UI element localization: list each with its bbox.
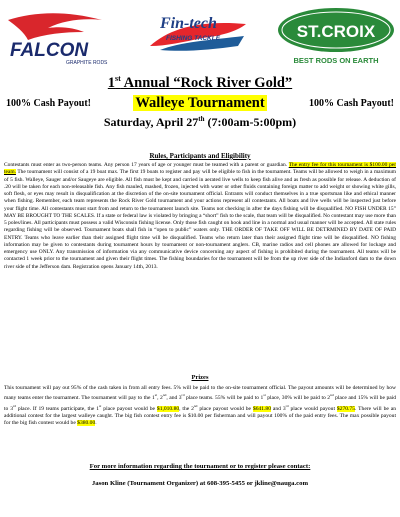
prizes-sup-5: nd [330,393,334,398]
big-fish-payout: $380.00 [77,420,96,427]
title-main: Annual “Rock River Gold” [120,74,293,91]
prizes-text-9: , the 2 [179,405,194,412]
cash-payout-left: 100% Cash Payout! [6,98,92,109]
title-ordinal-suffix: st [115,74,121,83]
prizes-text-7: place. If 19 teams participate, the 1 [15,405,100,412]
prizes-sup-6: rd [13,403,16,408]
tournament-title [0,74,400,92]
date-suffix: th [198,115,205,123]
prizes-text-11: and 3 [270,405,286,412]
fintech-logo-tagline: FISHING TACKLE [166,35,221,42]
falcon-logo [4,6,134,66]
event-date [0,115,400,130]
stcroix-logo [276,6,398,68]
falcon-logo-tagline: GRAPHITE RODS [66,60,108,66]
rules-body: The tournament will consist of a 19 boat max. The first 19 boats to register and pay will be eligible to fish in the tournament. Teams will be allowed to weigh in a maximum of 5 fish. Walleye, Sauger and/or Saugeye are eligible. All fish must be kept and carried in aerated live wells to keep fish alive and as fresh as possible for release. A deduction of .20 will be taken for each non-releasable fish. Any fish mauled, mashed, frozen, injected with water or other fluids containing foreign matter to add weight or showing white gills, soft flesh, or eyes may result in disqualification at the discretion of the on-site tournament official. Entrants will conduct themselves in a true sportsman like and ethical manner when fishing. Remember, each team represents the Rock River Gold tournament and your actions represent all contestants. All boats and live wells will be inspected just before your flight time. All contestants must start from and return to the tournament launch site. Teams not checking in after the days fishing will be disqualified. NO FISH UNDER 15” MAY BE BROUGHT TO THE SCALES. If a state or federal law is violated by bringing a “short” fish to the scale, that team will be disqualified. No contestant may use more than 5 poles/lines. All participants must possess a valid Wisconsin fishing license. Only those fish caught on hook and line in a normal and usual manner will be accepted. All state rules regarding fishing will be observed. Tournament boats shall fish in “open to public” waters only. THE ORDER OF TAKE OFF WILL BE DETRMINED BY DATE OF PAID ENTRY. Teams who leave earlier than their assigned flight time will be disqualified. Teams who return later than their assigned flight time will be disqualified. NO fishing information may be given to contestants during tournament hours by tournament or non-tournament anglers. CB, marine radios and cell phones are allowed for lockage and emergency use ONLY. Any transmission of information via any communicative device concerning any aspect of fishing is prohibited during the tournament. All teams will be contacted 1 week prior to the tournament and given their flight times. The fishing boundaries for the tournament will be from the up river side of the Indianford dam to the down river side of the Jefferson dam. Registration opens January 14th, 2013. [4,169,396,270]
prizes-text-8: place payout would be [101,405,157,412]
prizes-text-2: , 2 [157,395,163,402]
rules-paragraph [4,162,396,271]
prizes-sup-7: st [99,403,102,408]
prizes-text-12: place would payout [288,405,337,412]
prizes-heading: Prizes [191,374,209,381]
prizes-text-1: This tournament will pay out 95% of the cash taken in from all entry fees. 5% will be paid to the on-site tournament official. The payout amounts will be determined by how many teams enter the tournament. The tournament will pay to the 1 [4,385,396,402]
prizes-text-4: place teams. 55% will be paid to 1 [184,395,264,402]
prizes-sup-2: nd [162,393,167,398]
prizes-sup-4: st [263,393,266,398]
sponsor-logos [0,4,400,72]
prizes-text-3: , and 3 [166,395,182,402]
second-place-payout: $641.80 [252,405,271,412]
date-prefix: Saturday, April 27 [103,115,199,129]
fintech-logo [140,6,258,68]
prizes-sup-3: rd [181,393,185,398]
prizes-text-14: . [95,420,97,427]
walleye-title-text: Walleye Tournament [135,95,265,111]
prizes-text-6: place and 15% will be paid to 3 [4,395,396,412]
falcon-logo-name: FALCON [10,40,89,61]
date-rest: (7:00am-5:00pm) [204,115,297,129]
prizes-sup-9: nd [193,403,198,408]
title-ordinal: 1 [107,74,116,91]
third-place-payout: $270.75 [336,405,355,412]
more-info-line: For more information regarding the tournament or to register please contact: [89,463,311,470]
prizes-text-5: place, 30% will be paid to 2 [265,395,331,402]
contact-line: Jason Kline (Tournament Organizer) at 608-395-5455 or jkline@nauga.com [91,480,309,487]
rules-intro: Contestants must enter as two-person teams. Any person 17 years of age or younger must be teamed with a parent or guardian. [4,162,288,168]
prizes-text-13: . There will be an additional contest for the largest walleye caught. The big fish contest entry fee is $10.00 per fisherman and will payout 100% of the paid entry fees. The max possible payout for the big fish contest would be [4,405,396,427]
prizes-sup-1: st [154,393,158,398]
stcroix-logo-name: ST.CROIX [296,22,376,41]
prizes-text-10: place payout would be [197,405,253,412]
stcroix-logo-tagline: BEST RODS ON EARTH [293,56,379,65]
prizes-sup-11: rd [285,403,289,408]
cash-payout-right: 100% Cash Payout! [308,98,394,109]
entry-fee-highlight: The entry fee for this tournament is $100.00 per team. [4,162,397,176]
rules-heading: Rules, Participants and Eligibility [149,152,251,160]
subtitle-row [0,95,400,115]
first-place-payout: $1,010.80 [156,405,180,412]
prizes-paragraph [4,385,396,428]
fintech-logo-name: Fin-tech [160,15,217,32]
